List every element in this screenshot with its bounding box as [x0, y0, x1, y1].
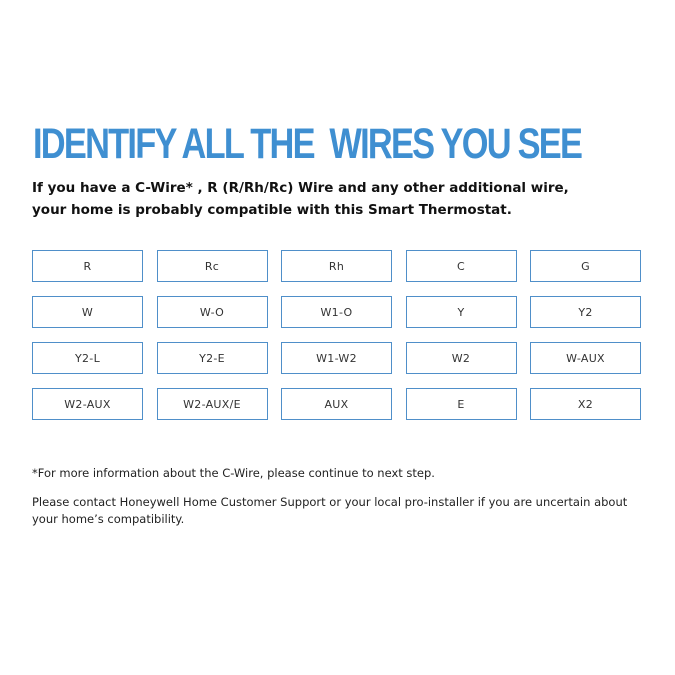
c-wire-footnote: *For more information about the C-Wire, please continue to next step.: [32, 466, 435, 480]
compatibility-intro-line-1: If you have a C-Wire* , R (R/Rh/Rc) Wire and any other additional wire,: [32, 180, 569, 196]
wire-label-g: G: [530, 250, 641, 282]
compatibility-intro-line-2: your home is probably compatible with this Smart Thermostat.: [32, 202, 512, 218]
wire-label-c: C: [406, 250, 517, 282]
wire-label-r: R: [32, 250, 143, 282]
wire-label-w1-o: W1-O: [281, 296, 392, 328]
wire-label-rc: Rc: [157, 250, 268, 282]
wire-label-rh: Rh: [281, 250, 392, 282]
wire-label-w: W: [32, 296, 143, 328]
support-note: [32, 494, 632, 527]
wire-label-w-o: W-O: [157, 296, 268, 328]
wire-label-y2: Y2: [530, 296, 641, 328]
support-note-line-1: Please contact Honeywell Home Customer Support or your local pro-installer if you are uncertain about: [32, 495, 628, 509]
wire-label-y2-e: Y2-E: [157, 342, 268, 374]
wire-label-x2: X2: [530, 388, 641, 420]
support-note-line-2: your home’s compatibility.: [32, 511, 185, 526]
wire-label-aux: AUX: [281, 388, 392, 420]
compatibility-intro: [32, 177, 632, 221]
page-title: IDENTIFY ALL THE WIRES YOU SEE: [33, 120, 582, 168]
wire-label-y2-l: Y2-L: [32, 342, 143, 374]
wire-label-w-aux: W-AUX: [530, 342, 641, 374]
wire-label-w2: W2: [406, 342, 517, 374]
wire-label-y: Y: [406, 296, 517, 328]
wire-label-w2-aux: W2-AUX: [32, 388, 143, 420]
wire-label-grid: [32, 250, 641, 420]
wire-label-w2-aux-e: W2-AUX/E: [157, 388, 268, 420]
wire-label-e: E: [406, 388, 517, 420]
wire-label-w1-w2: W1-W2: [281, 342, 392, 374]
